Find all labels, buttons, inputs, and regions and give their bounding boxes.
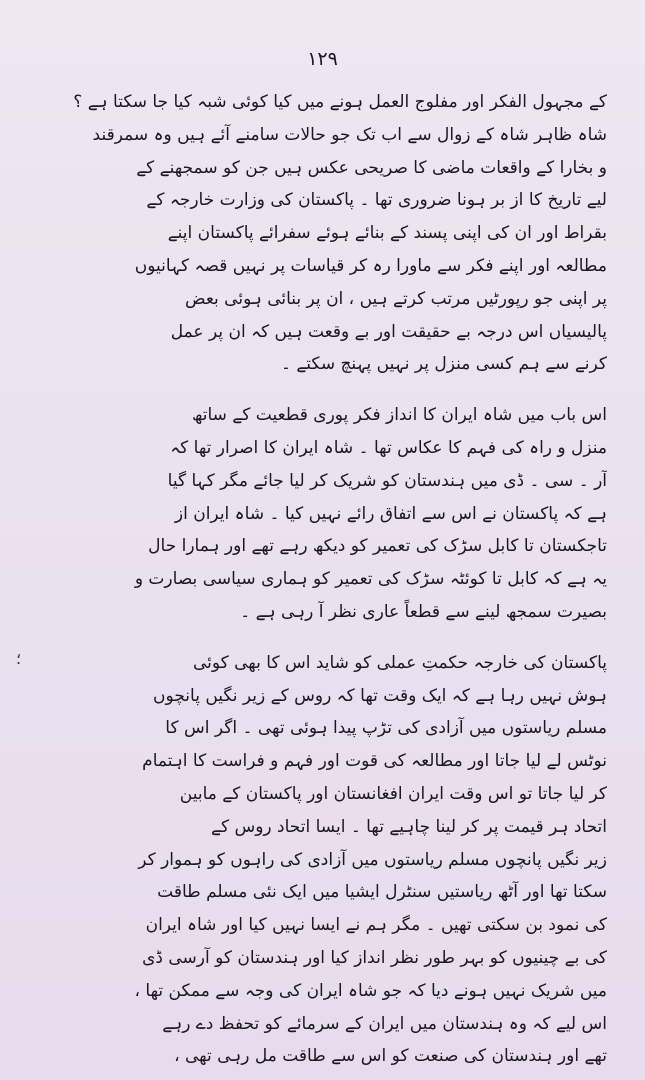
page-number: ۱۲۹: [307, 48, 338, 70]
text-line: ہوش نہیں رہا ہے کہ ایک وقت تھا کہ روس کے زیر نگیں پانچوں: [153, 685, 607, 706]
text-line: یہ ہے کہ کابل تا کوئٹہ سڑک کی تعمیر کو ہماری سیاسی بصارت و: [134, 569, 607, 590]
text-line: کی بے چینیوں کو بہر طور نظر انداز کیا اور ہندستان کو آرسی ڈی: [142, 947, 607, 968]
text-line: بقراط اور ان کی اپنی پسند کے بنائے ہوئے سفرائے پاکستان اپنے: [167, 223, 607, 244]
text-line: اس باب میں شاہ ایران کا انداز فکر پوری قطعیت کے ساتھ: [192, 405, 607, 426]
paragraph-3: [38, 647, 607, 1073]
text-line: کے مجہول الفکر اور مفلوج العمل ہونے میں کیا کوئی شبہ کیا جا سکتا ہے ؟: [73, 92, 607, 112]
text-line: اس لیے کہ وہ ہندستان میں ایران کے سرمائے کو تحفظ دے رہے: [162, 1013, 607, 1034]
text-line: سکتا تھا اور آٹھ ریاستیں سنٹرل ایشیا میں ایک نئی مسلم طاقت: [157, 882, 607, 903]
text-line: بصیرت سمجھ لینے سے قطعاً عاری نظر آ رہی ہے ۔: [240, 601, 607, 622]
paragraph-2: [38, 399, 607, 629]
paragraph-spacer: [38, 629, 607, 647]
text-line: منزل و راہ کی فہم کا عکاس تھا ۔ شاہ ایران کا اصرار تھا کہ: [170, 437, 607, 458]
text-line: اتحاد ہر قیمت پر کر لینا چاہیے تھا ۔ ایسا اتحاد روس کے: [211, 816, 607, 837]
text-line: و بخارا کے واقعات ماضی کا صریحی عکس ہیں جن کو سمجھنے کے: [136, 157, 607, 178]
paragraph-1: [38, 86, 607, 381]
text-line: کر لیا جاتا تو اس وقت ایران افغانستان اور پاکستان کے مابین: [179, 783, 607, 804]
text-line: تھے اور ہندستان کی صنعت کو اس سے طاقت مل رہی تھی ،: [174, 1046, 607, 1067]
text-line: مسلم ریاستوں میں آزادی کی تڑپ پیدا ہوئی تھی ۔ اگر اس کا: [165, 718, 607, 739]
text-line: لیے تاریخ کا از بر ہونا ضروری تھا ۔ پاکستان کی وزارت خارجہ کے: [146, 190, 607, 211]
text-line: پالیسیاں اس درجہ بے حقیقت اور بے وقعت ہیں کہ ان پر عمل: [170, 321, 607, 342]
text-line: پر اپنی جو رپورٹیں مرتب کرتے ہیں ، ان پر بنائی ہوئی بعض: [185, 288, 607, 309]
text-line: تاجکستان تا کابل سڑک کی تعمیر کو دیکھ رہے تھے اور ہمارا حال: [148, 536, 607, 557]
text-line: کی نمود بن سکتی تھیں ۔ مگر ہم نے ایسا نہیں کیا اور شاہ ایران: [145, 915, 607, 936]
paragraph-3-wrapper: [16, 647, 607, 1073]
text-line: کرنے سے ہم کسی منزل پر نہیں پہنچ سکتے ۔: [280, 354, 607, 375]
text-line: مطالعہ اور اپنے فکر سے ماورا رہ کر قیاسات پر نہیں قصہ کہانیوں: [134, 255, 607, 276]
text-line: پاکستان کی خارجہ حکمتِ عملی کو شاید اس کا بھی کوئی: [192, 652, 607, 673]
text-line: میں شریک نہیں ہونے دیا کہ جو شاہ ایران کی وجہ سے ممکن تھا ،: [134, 980, 607, 1001]
margin-mark: ؛: [16, 648, 22, 668]
text-line: زیر نگیں پانچوں مسلم ریاستوں میں آزادی کی راہوں کو ہموار کر: [138, 849, 607, 870]
text-line: شاہ ظاہر شاہ کے زوال سے اب تک جو حالات سامنے آئے ہیں وہ سمرقند: [92, 124, 607, 145]
text-line: نوٹس لے لیا جاتا اور مطالعہ کی قوت اور فہم و فراست کا اہتمام: [142, 751, 607, 772]
text-line: ہے کہ پاکستان نے اس سے اتفاق رائے نہیں کیا ۔ شاہ ایران از: [174, 503, 607, 524]
text-line: آر ۔ سی ۔ ڈی میں ہندستان کو شریک کر لیا جائے مگر کہا گیا: [167, 470, 607, 491]
paragraph-spacer: [38, 381, 607, 399]
